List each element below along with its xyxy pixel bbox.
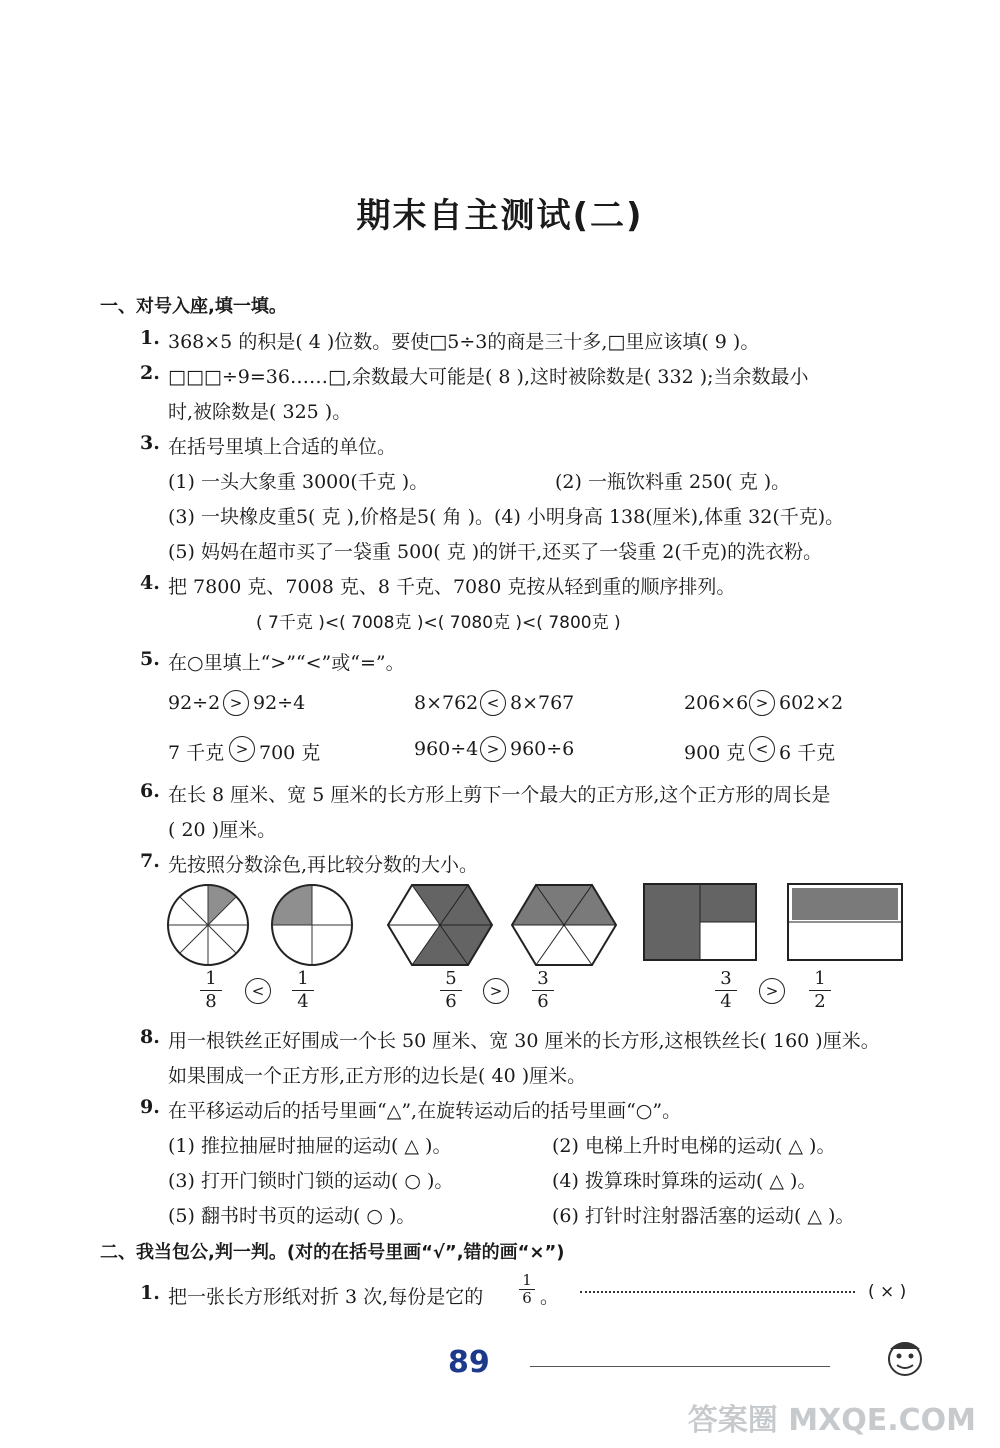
q5-text: 在○里填上“>”“<”或“=”。: [168, 652, 405, 674]
page-title: 期末自主测试(二): [356, 196, 644, 236]
q2-number: 2.: [140, 362, 160, 384]
j1-leader-dots: [580, 1291, 855, 1293]
circle-eighths-shape: [168, 885, 248, 965]
j1-answer: ( × ): [868, 1282, 907, 1302]
q9-item-3: (3) 打开门锁时门锁的运动( ○ )。: [168, 1170, 454, 1192]
q9-item-6: (6) 打针时注射器活塞的运动( △ )。: [552, 1205, 855, 1227]
section-2-heading: 二、我当包公,判一判。(对的在括号里画“√”,错的画“×”): [100, 1242, 565, 1263]
q5-item-1-right: 92÷4: [253, 692, 306, 714]
hexagon-three-sixths-shape: [512, 885, 616, 965]
q9-item-4: (4) 拨算珠时算珠的运动( △ )。: [552, 1170, 817, 1192]
q7-number: 7.: [140, 850, 160, 872]
q5-item-4-right: 700 克: [259, 742, 321, 764]
q6-number: 6.: [140, 780, 160, 802]
q5-item-5-op: >: [480, 736, 506, 762]
q4-text: 把 7800 克、7008 克、8 千克、7080 克按从轻到重的顺序排列。: [168, 576, 736, 598]
page-number: 89: [448, 1345, 490, 1380]
q3-item-1: (1) 一头大象重 3000(千克 )。: [168, 471, 429, 493]
q9-item-5: (5) 翻书时书页的运动( ○ )。: [168, 1205, 416, 1227]
q9-number: 9.: [140, 1096, 160, 1118]
fraction-3-6: 3 6: [528, 968, 558, 1013]
q5-item-2-right: 8×767: [510, 692, 575, 714]
q5-item-5-right: 960÷6: [510, 738, 575, 760]
q9-item-2: (2) 电梯上升时电梯的运动( △ )。: [552, 1135, 836, 1157]
j1-fraction: 1 6: [516, 1272, 538, 1307]
q7-compare-2: >: [483, 978, 509, 1004]
q2-line1: □□□÷9=36……□,余数最大可能是( 8 ),这时被除数是( 332 );当余数最小: [168, 366, 809, 388]
q3-item-3-4: (3) 一块橡皮重5( 克 ),价格是5( 角 )。(4) 小明身高 138(厘米),体重 32(千克)。: [168, 506, 845, 528]
fraction-1-8: 1 8: [196, 968, 226, 1013]
q5-number: 5.: [140, 648, 160, 670]
q5-item-5-left: 960÷4: [414, 738, 479, 760]
q9-item-1: (1) 推拉抽屉时抽屉的运动( △ )。: [168, 1135, 452, 1157]
q5-item-6-right: 6 千克: [779, 742, 836, 764]
q5-item-3-right: 602×2: [779, 692, 844, 714]
fraction-5-6: 5 6: [436, 968, 466, 1013]
q3-number: 3.: [140, 432, 160, 454]
fraction-1-2: 1 2: [805, 968, 835, 1013]
q8-line2: 如果围成一个正方形,正方形的边长是( 40 )厘米。: [168, 1065, 587, 1087]
j1-end: 。: [540, 1286, 560, 1308]
q5-item-6-op: <: [749, 736, 775, 762]
q1-text: 368×5 的积是( 4 )位数。要使□5÷3的商是三十多,□里应该填( 9 )。: [168, 331, 760, 353]
q5-item-3-left: 206×6: [684, 692, 749, 714]
q7-compare-1: <: [245, 978, 271, 1004]
q6-line2: ( 20 )厘米。: [168, 819, 277, 841]
q8-number: 8.: [140, 1026, 160, 1048]
q4-number: 4.: [140, 572, 160, 594]
q3-text: 在括号里填上合适的单位。: [168, 436, 397, 458]
watermark-logo: 答案圈 MXQE.COM: [687, 1403, 976, 1438]
q3-item-5: (5) 妈妈在超市买了一袋重 500( 克 )的饼干,还买了一袋重 2(千克)的洗衣粉。: [168, 541, 823, 563]
footer-rule: [530, 1366, 830, 1367]
j1-number: 1.: [140, 1282, 160, 1304]
rectangle-three-quarters-shape: [644, 884, 756, 960]
q5-item-1-left: 92÷2: [168, 692, 221, 714]
q5-item-6-left: 900 克: [684, 742, 746, 764]
q5-item-3-op: >: [749, 690, 775, 716]
q7-compare-3: >: [759, 978, 785, 1004]
q5-item-4-op: >: [229, 736, 255, 762]
fraction-3-4: 3 4: [711, 968, 741, 1013]
q6-line1: 在长 8 厘米、宽 5 厘米的长方形上剪下一个最大的正方形,这个正方形的周长是: [168, 784, 831, 806]
q5-item-2-left: 8×762: [414, 692, 479, 714]
q4-answer: ( 7千克 )<( 7008克 )<( 7080克 )<( 7800克 ): [256, 613, 621, 633]
q9-text: 在平移运动后的括号里画“△”,在旋转运动后的括号里画“○”。: [168, 1100, 682, 1122]
section-1-heading: 一、对号入座,填一填。: [100, 296, 287, 317]
q5-item-4-left: 7 千克: [168, 742, 225, 764]
rectangle-half-shape: [788, 884, 902, 960]
hexagon-five-sixths-shape: [388, 885, 492, 965]
q3-item-2: (2) 一瓶饮料重 250( 克 )。: [555, 471, 791, 493]
q8-line1: 用一根铁丝正好围成一个长 50 厘米、宽 30 厘米的长方形,这根铁丝长( 160 )厘米。: [168, 1030, 880, 1052]
j1-text: 把一张长方形纸对折 3 次,每份是它的: [168, 1286, 484, 1308]
q7-text: 先按照分数涂色,再比较分数的大小。: [168, 854, 479, 876]
q2-line2: 时,被除数是( 325 )。: [168, 401, 352, 423]
fraction-1-4: 1 4: [288, 968, 318, 1013]
q1-number: 1.: [140, 327, 160, 349]
q5-item-2-op: <: [480, 690, 506, 716]
mascot-icon: [880, 1335, 930, 1380]
circle-quarters-shape: [272, 885, 352, 965]
q5-item-1-op: >: [223, 690, 249, 716]
